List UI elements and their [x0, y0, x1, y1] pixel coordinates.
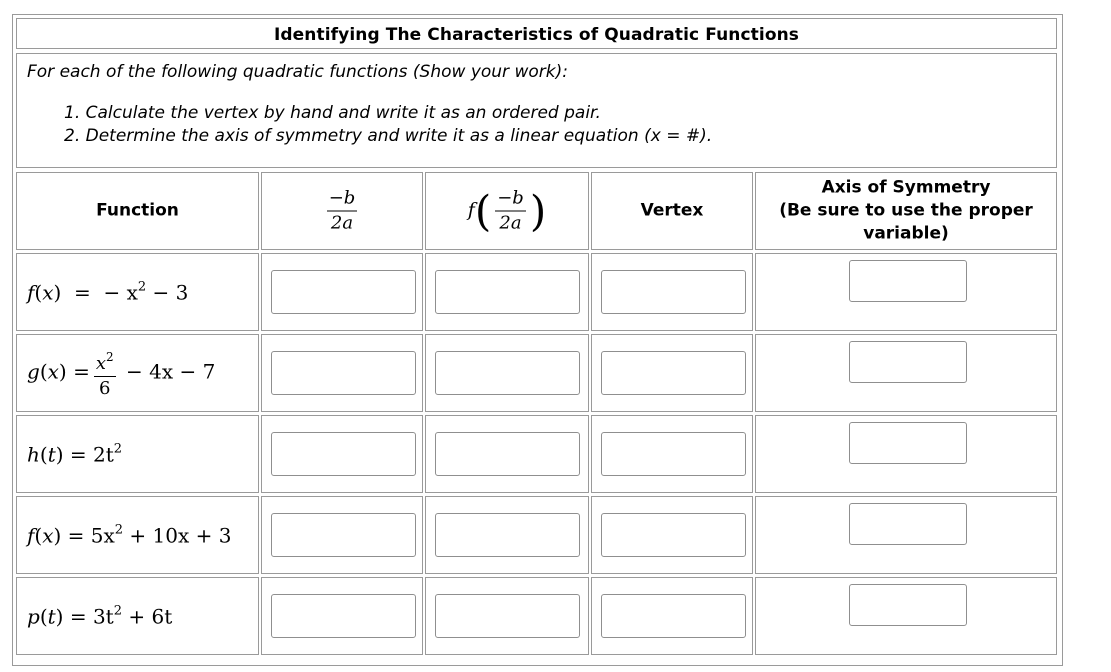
header-axis-line-1: Axis of Symmetry: [821, 177, 991, 198]
table-row-4-vertex-cell: [591, 496, 753, 574]
row-2-vertex-input[interactable]: [601, 351, 746, 395]
table-row-1-axis-cell: [755, 253, 1057, 331]
function-expression-4: $f(x) = 5x^2 + 10x + 3$: [27, 522, 232, 548]
row-4-vertex-input[interactable]: [601, 513, 746, 557]
instruction-step-1: 1. Calculate the vertex by hand and write it as an ordered pair.: [64, 103, 601, 123]
header-axis-label: [756, 177, 1056, 246]
header-frac-denominator: 2a: [330, 212, 354, 234]
function-expression-2: g(x) = $\frac{x^2}{6}$ − 4x − 7: [27, 346, 215, 400]
table-row-4-axis-cell: [755, 496, 1057, 574]
table-row-3-neg-b-cell: [261, 415, 423, 493]
header-f-denominator: 2a: [499, 212, 522, 234]
f-of-expression: [426, 188, 588, 235]
header-function-label: Function: [96, 200, 179, 221]
table-row-1-vertex-cell: [591, 253, 753, 331]
row-3-axis-input[interactable]: [849, 422, 967, 464]
row-3-vertex-input[interactable]: [601, 432, 746, 476]
row-5-neg-b-input[interactable]: [271, 594, 416, 638]
table-row-1-function: [16, 253, 259, 331]
header-f-of-neg-b-over-2a: [425, 172, 589, 250]
header-function: [16, 172, 259, 250]
function-expression-5: $p(t) = 3t^2 + 6t$: [27, 603, 173, 629]
table-row-5-neg-b-cell: [261, 577, 423, 655]
header-axis-line-3: variable): [863, 223, 949, 244]
function-exponent: 2: [114, 522, 124, 538]
table-row-2-axis-cell: [755, 334, 1057, 412]
table-row-2-neg-b-cell: [261, 334, 423, 412]
table-row-5-f-value-cell: [425, 577, 589, 655]
header-frac-numerator: −b: [328, 187, 356, 209]
table-row-5-function: [16, 577, 259, 655]
header-axis: [755, 172, 1057, 250]
row-1-vertex-input[interactable]: [601, 270, 746, 314]
function-tail: + 10x + 3: [123, 523, 232, 548]
function-var: x: [47, 359, 59, 384]
row-1-neg-b-input[interactable]: [271, 270, 416, 314]
row-1-axis-input[interactable]: [849, 260, 967, 302]
table-row-3-f-value-cell: [425, 415, 589, 493]
row-5-f-value-input[interactable]: [435, 594, 580, 638]
right-paren-glyph: ): [529, 186, 547, 235]
function-name: f: [27, 523, 35, 548]
instructions-panel: [16, 53, 1057, 168]
page-title: Identifying The Characteristics of Quadratic Functions: [273, 25, 800, 45]
table-row-3-vertex-cell: [591, 415, 753, 493]
table-row-2-function: [16, 334, 259, 412]
table-row-1-f-value-cell: [425, 253, 589, 331]
function-tail: + 6t: [122, 604, 173, 629]
function-name: h: [27, 442, 40, 467]
header-vertex: [591, 172, 753, 250]
function-var: t: [47, 442, 56, 467]
row-5-vertex-input[interactable]: [601, 594, 746, 638]
table-row-4-f-value-cell: [425, 496, 589, 574]
fraction-exponent: 2: [105, 350, 114, 364]
function-rhs: 3t: [92, 604, 114, 629]
row-5-axis-input[interactable]: [849, 584, 967, 626]
function-rhs: 2t: [93, 442, 114, 467]
header-axis-line-2: (Be sure to use the proper: [779, 200, 1033, 221]
function-expression-3: $h(t) = 2t^2$: [27, 441, 123, 467]
row-4-f-value-input[interactable]: [435, 513, 580, 557]
function-rhs: − x: [103, 280, 138, 305]
table-row-4-function: [16, 496, 259, 574]
function-tail: − 4x − 7: [119, 359, 216, 384]
table-row-3-function: [16, 415, 259, 493]
instructions-intro: For each of the following quadratic functions (Show your work):: [27, 62, 568, 82]
table-row-3-axis-cell: [755, 415, 1057, 493]
table-row-2-vertex-cell: [591, 334, 753, 412]
title-bar: [16, 18, 1057, 49]
table-row-5-axis-cell: [755, 577, 1057, 655]
fraction-denominator: 6: [99, 378, 111, 399]
row-3-neg-b-input[interactable]: [271, 432, 416, 476]
table-row-5-vertex-cell: [591, 577, 753, 655]
left-paren-glyph: (: [474, 186, 492, 235]
table-row-2-f-value-cell: [425, 334, 589, 412]
row-4-neg-b-input[interactable]: [271, 513, 416, 557]
function-var: x: [42, 280, 54, 305]
function-name: f: [27, 280, 35, 305]
row-2-f-value-input[interactable]: [435, 351, 580, 395]
function-rhs: 5x: [90, 523, 115, 548]
function-exponent: 2: [113, 441, 123, 457]
row-4-axis-input[interactable]: [849, 503, 967, 545]
row-3-f-value-input[interactable]: [435, 432, 580, 476]
function-name: g: [27, 359, 40, 384]
function-fraction: [94, 346, 116, 400]
row-2-neg-b-input[interactable]: [271, 351, 416, 395]
header-f-numerator: −b: [497, 187, 524, 209]
header-neg-b-over-2a: [261, 172, 423, 250]
function-exponent: 2: [113, 603, 122, 619]
neg-b-over-2a-expression: [262, 188, 422, 235]
table-row-1-neg-b-cell: [261, 253, 423, 331]
function-tail: − 3: [146, 280, 189, 305]
function-var: t: [47, 604, 56, 629]
function-name: p: [27, 604, 40, 629]
instructions-list: [64, 102, 712, 148]
row-2-axis-input[interactable]: [849, 341, 967, 383]
fraction-numerator: x: [95, 353, 106, 374]
header-vertex-label: Vertex: [640, 200, 704, 221]
function-expression-1: f(x) = − $x^2 - 3$: [27, 279, 189, 305]
row-1-f-value-input[interactable]: [435, 270, 580, 314]
header-f-symbol: f: [467, 199, 475, 221]
instruction-step-2: 2. Determine the axis of symmetry and write it as a linear equation (x = #).: [64, 126, 713, 146]
function-var: x: [42, 523, 54, 548]
function-exponent: 2: [137, 279, 147, 295]
table-row-4-neg-b-cell: [261, 496, 423, 574]
